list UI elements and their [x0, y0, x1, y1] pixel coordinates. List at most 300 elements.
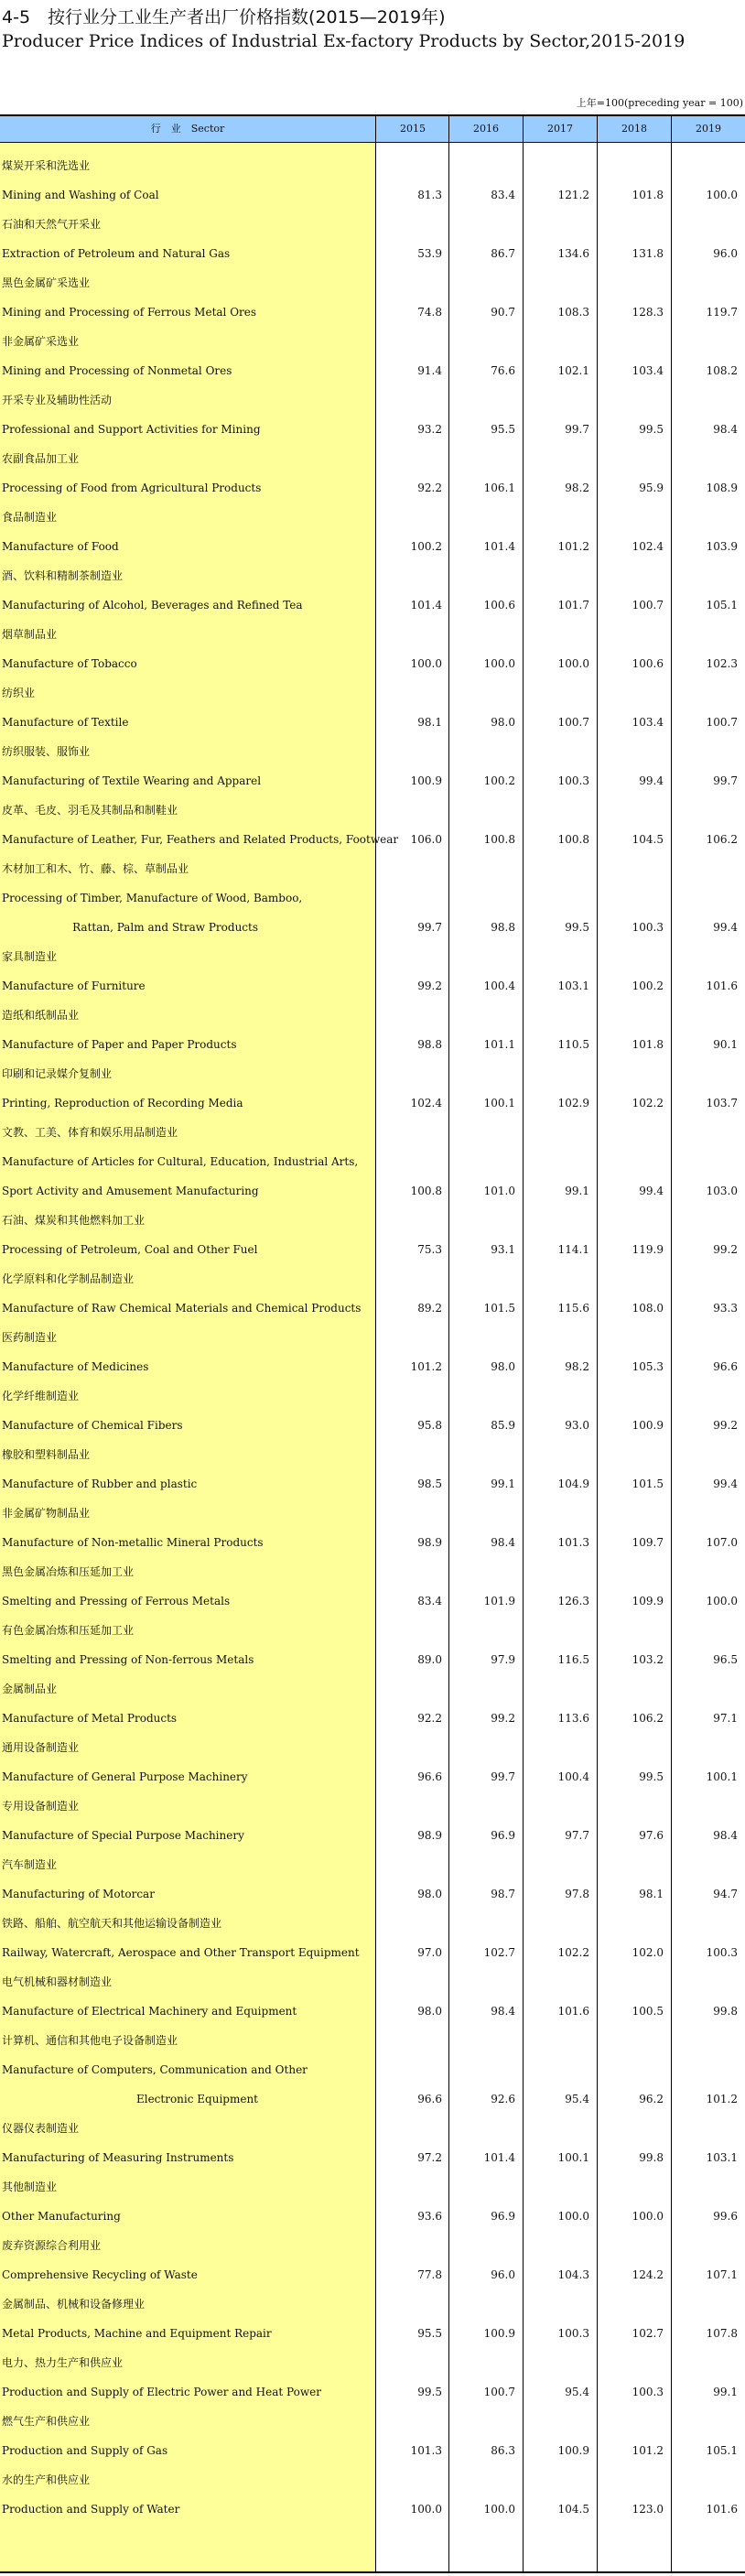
sector-name-en: Manufacture of Tobacco: [2, 657, 137, 670]
sector-name-cn: 汽车制造业: [2, 1858, 58, 1871]
table-row: [0, 1088, 745, 1118]
index-value-2015: 102.4: [410, 1097, 442, 1109]
index-value-2015: 97.2: [417, 2151, 442, 2164]
index-value-2015: 100.8: [410, 1185, 442, 1197]
sector-name-cn: 木材加工和木、竹、藤、棕、草制品业: [2, 862, 189, 875]
index-value-2018: 100.6: [632, 657, 664, 670]
index-value-2017: 134.6: [557, 247, 589, 260]
sector-name-cn: 农副食品加工业: [2, 452, 80, 465]
index-value-2017: 100.1: [557, 2151, 589, 2164]
index-value-2019: 100.3: [706, 1946, 738, 1959]
index-value-2015: 99.7: [417, 921, 442, 934]
index-value-2017: 100.3: [557, 774, 589, 787]
sector-name-cn: 其他制造业: [2, 2181, 58, 2193]
index-value-2015: 81.3: [417, 189, 442, 201]
sector-name-en: Manufacture of Electrical Machinery and Equipment: [2, 2005, 297, 2018]
table-row: [0, 239, 745, 268]
table-row: [0, 971, 745, 1001]
index-value-2017: 102.2: [557, 1946, 589, 1959]
index-value-2018: 99.5: [639, 423, 664, 436]
sector-name-cn: 铁路、船舶、航空航天和其他运输设备制造业: [2, 1917, 222, 1930]
sector-name-cn: 纺织业: [2, 687, 36, 699]
table-row: [0, 1645, 745, 1674]
table-row: [0, 1821, 745, 1850]
price-index-table: [0, 114, 745, 2573]
index-value-2017: 100.3: [557, 2327, 589, 2340]
header-year-2015: 2015: [400, 123, 426, 135]
unit-note: 上年=100(preceding year = 100): [576, 97, 743, 109]
index-value-2018: 100.3: [632, 2386, 664, 2398]
index-value-2015: 98.9: [417, 1829, 442, 1842]
sector-name-cn: 石油、煤炭和其他燃料加工业: [2, 1214, 146, 1227]
table-row: [0, 649, 745, 678]
table-row: [0, 1879, 745, 1909]
index-value-2016: 86.7: [491, 247, 515, 260]
table-row: [0, 766, 745, 796]
index-value-2018: 99.5: [639, 1770, 664, 1783]
table-row: [0, 2202, 745, 2231]
sector-name-cn: 纺织服装、服饰业: [2, 745, 91, 758]
sector-name-en: Manufacture of Paper and Paper Products: [2, 1038, 237, 1051]
sector-name-en: Manufacture of General Purpose Machinery: [2, 1770, 248, 1783]
index-value-2019: 106.2: [706, 833, 738, 846]
index-value-2017: 103.1: [557, 980, 589, 992]
sector-name-cn: 专用设备制造业: [2, 1800, 80, 1813]
sector-name-en: Extraction of Petroleum and Natural Gas: [2, 247, 231, 260]
index-value-2017: 97.7: [565, 1829, 589, 1842]
index-value-2019: 99.4: [713, 921, 738, 934]
sector-name-en: Processing of Timber, Manufacture of Wood, Bamboo,: [2, 892, 303, 904]
sector-name-cn: 金属制品业: [2, 1683, 58, 1695]
index-value-2017: 104.9: [557, 1477, 589, 1490]
sector-name-cn: 开采专业及辅助性活动: [2, 394, 113, 406]
index-value-2018: 100.2: [632, 980, 664, 992]
index-value-2016: 97.9: [491, 1653, 515, 1666]
table-row: [0, 1411, 745, 1440]
index-value-2016: 101.1: [483, 1038, 515, 1051]
index-value-2015: 100.0: [410, 657, 442, 670]
sector-name-cn: 造纸和纸制品业: [2, 1009, 80, 1022]
table-row: [0, 1762, 745, 1791]
index-value-2018: 104.5: [632, 833, 664, 846]
index-value-2015: 89.2: [417, 1302, 442, 1315]
index-value-2016: 98.4: [491, 1536, 515, 1549]
index-value-2018: 100.9: [632, 1419, 664, 1432]
sector-name-en: Manufacture of Articles for Cultural, Education, Industrial Arts,: [2, 1155, 359, 1168]
sector-name-en: Smelting and Pressing of Non-ferrous Metals: [2, 1653, 254, 1666]
index-value-2019: 107.0: [706, 1536, 738, 1549]
table-row: [0, 825, 745, 854]
index-value-2015: 77.8: [417, 2268, 442, 2281]
index-value-2019: 93.3: [713, 1302, 738, 1315]
index-value-2016: 98.7: [491, 1888, 515, 1900]
index-value-2017: 100.0: [557, 2210, 589, 2223]
index-value-2019: 108.9: [706, 482, 738, 494]
index-value-2016: 76.6: [491, 364, 515, 377]
sector-name-cn: 水的生产和供应业: [2, 2473, 91, 2486]
index-value-2019: 119.7: [706, 306, 738, 319]
index-value-2018: 102.4: [632, 540, 664, 553]
sector-name-en: Railway, Watercraft, Aerospace and Other Transport Equipment: [2, 1946, 360, 1959]
index-value-2017: 100.7: [557, 716, 589, 729]
table-row: [0, 473, 745, 503]
index-value-2017: 100.0: [557, 657, 589, 670]
table-row: [0, 1176, 745, 1206]
sector-name-en: Rattan, Palm and Straw Products: [72, 921, 258, 934]
index-value-2018: 131.8: [632, 247, 664, 260]
index-value-2019: 98.4: [713, 423, 738, 436]
index-value-2016: 101.4: [483, 2151, 515, 2164]
table-row: [0, 913, 745, 942]
index-value-2018: 101.5: [632, 1477, 664, 1490]
index-value-2016: 100.9: [483, 2327, 515, 2340]
index-value-2019: 105.1: [706, 2444, 738, 2457]
index-value-2018: 101.2: [632, 2444, 664, 2457]
table-row: [0, 2260, 745, 2289]
index-value-2018: 101.8: [632, 189, 664, 201]
index-value-2019: 90.1: [713, 1038, 738, 1051]
index-value-2019: 101.2: [706, 2093, 738, 2105]
index-value-2016: 100.7: [483, 2386, 515, 2398]
table-row: [0, 1469, 745, 1499]
index-value-2017: 99.7: [565, 423, 589, 436]
index-value-2018: 98.1: [639, 1888, 664, 1900]
table-row: [0, 708, 745, 737]
index-value-2016: 100.0: [483, 2503, 515, 2516]
index-value-2017: 99.1: [565, 1185, 589, 1197]
index-value-2017: 100.8: [557, 833, 589, 846]
table-row: [0, 1997, 745, 2026]
sector-name-en: Manufacture of Metal Products: [2, 1712, 178, 1725]
sector-name-cn: 燃气生产和供应业: [2, 2415, 91, 2428]
table-row: [0, 532, 745, 561]
sector-name-en: Manufacturing of Textile Wearing and Apparel: [2, 774, 262, 787]
index-value-2017: 102.9: [557, 1097, 589, 1109]
index-value-2016: 96.0: [491, 2268, 515, 2281]
page-title-en: Producer Price Indices of Industrial Ex-factory Products by Sector,2015-2019: [2, 31, 686, 51]
index-value-2016: 106.1: [483, 482, 515, 494]
index-value-2016: 98.4: [491, 2005, 515, 2018]
index-value-2018: 97.6: [639, 1829, 664, 1842]
index-value-2018: 99.4: [639, 774, 664, 787]
index-value-2015: 98.5: [417, 1477, 442, 1490]
sector-name-en: Printing, Reproduction of Recording Media: [2, 1097, 243, 1109]
index-value-2019: 100.0: [706, 189, 738, 201]
index-value-2016: 98.0: [491, 1360, 515, 1373]
table-row: [0, 1528, 745, 1557]
index-value-2017: 99.5: [565, 921, 589, 934]
index-value-2019: 103.9: [706, 540, 738, 553]
sector-name-cn: 计算机、通信和其他电子设备制造业: [2, 2034, 178, 2047]
sector-name-en: Production and Supply of Electric Power and Heat Power: [2, 2386, 321, 2398]
sector-name-en: Production and Supply of Gas: [2, 2444, 168, 2457]
sector-name-en: Manufacture of Medicines: [2, 1360, 149, 1373]
index-value-2015: 95.8: [417, 1419, 442, 1432]
header-year-2018: 2018: [621, 123, 647, 135]
table-row: [0, 2495, 745, 2524]
sector-name-cn: 电力、热力生产和供应业: [2, 2356, 124, 2369]
index-value-2015: 98.8: [417, 1038, 442, 1051]
index-value-2019: 107.1: [706, 2268, 738, 2281]
sector-name-cn: 黑色金属矿采选业: [2, 276, 91, 289]
index-value-2019: 100.1: [706, 1770, 738, 1783]
index-value-2015: 99.2: [417, 980, 442, 992]
index-value-2017: 98.2: [565, 1360, 589, 1373]
index-value-2018: 106.2: [632, 1712, 664, 1725]
index-value-2016: 96.9: [491, 2210, 515, 2223]
header-sector: 行 业 Sector: [150, 123, 225, 135]
index-value-2017: 98.2: [565, 482, 589, 494]
sector-name-en: Processing of Food from Agricultural Products: [2, 482, 262, 494]
index-value-2017: 115.6: [557, 1302, 589, 1315]
index-value-2018: 123.0: [632, 2503, 664, 2516]
sector-name-en: Comprehensive Recycling of Waste: [2, 2268, 198, 2281]
index-value-2016: 101.0: [483, 1185, 515, 1197]
index-value-2016: 100.6: [483, 599, 515, 612]
index-value-2017: 101.6: [557, 2005, 589, 2018]
table-row: [0, 2377, 745, 2407]
index-value-2015: 93.2: [417, 423, 442, 436]
index-value-2017: 100.9: [557, 2444, 589, 2457]
sector-name-cn: 有色金属冶炼和压延加工业: [2, 1624, 135, 1637]
sector-name-en: Sport Activity and Amusement Manufacturing: [2, 1185, 259, 1197]
index-value-2017: 97.8: [565, 1888, 589, 1900]
sector-name-en: Manufacture of Textile: [2, 716, 129, 729]
table-row: [0, 2084, 745, 2114]
sector-name-en: Manufacture of Raw Chemical Materials and Chemical Products: [2, 1302, 362, 1315]
index-value-2019: 98.4: [713, 1829, 738, 1842]
index-value-2016: 86.3: [491, 2444, 515, 2457]
index-value-2018: 102.2: [632, 1097, 664, 1109]
index-value-2016: 93.1: [491, 1243, 515, 1256]
sector-name-en: Mining and Washing of Coal: [2, 189, 159, 201]
sector-name-en: Manufacture of Rubber and plastic: [2, 1477, 198, 1490]
table-bottom-rule: [0, 2571, 745, 2573]
index-value-2015: 101.2: [410, 1360, 442, 1373]
sector-name-cn: 食品制造业: [2, 511, 58, 524]
index-value-2016: 100.0: [483, 657, 515, 670]
sector-name-en: Manufacture of Non-metallic Mineral Products: [2, 1536, 264, 1549]
index-value-2018: 109.9: [632, 1595, 664, 1607]
index-value-2017: 100.4: [557, 1770, 589, 1783]
index-value-2016: 83.4: [491, 189, 515, 201]
index-value-2015: 98.0: [417, 2005, 442, 2018]
sector-name-cn: 金属制品、机械和设备修理业: [2, 2298, 146, 2311]
index-value-2019: 101.6: [706, 980, 738, 992]
index-value-2017: 104.5: [557, 2503, 589, 2516]
index-value-2016: 100.8: [483, 833, 515, 846]
sector-name-en: Production and Supply of Water: [2, 2503, 180, 2516]
index-value-2018: 102.0: [632, 1946, 664, 1959]
index-value-2018: 124.2: [632, 2268, 664, 2281]
table-row: [0, 1235, 745, 1264]
index-value-2017: 113.6: [557, 1712, 589, 1725]
index-value-2018: 109.7: [632, 1536, 664, 1549]
index-value-2015: 98.9: [417, 1536, 442, 1549]
index-value-2018: 102.7: [632, 2327, 664, 2340]
index-value-2015: 99.5: [417, 2386, 442, 2398]
index-value-2016: 100.4: [483, 980, 515, 992]
table-row: [0, 1586, 745, 1616]
index-value-2019: 103.7: [706, 1097, 738, 1109]
sector-name-en: Processing of Petroleum, Coal and Other Fuel: [2, 1243, 258, 1256]
page-title-cn: 4-5 按行业分工业生产者出厂价格指数(2015—2019年): [2, 7, 446, 27]
index-value-2018: 100.7: [632, 599, 664, 612]
index-value-2016: 102.7: [483, 1946, 515, 1959]
index-value-2015: 53.9: [417, 247, 442, 260]
sector-name-en: Manufacture of Special Purpose Machinery: [2, 1829, 244, 1842]
index-value-2017: 114.1: [557, 1243, 589, 1256]
index-value-2016: 85.9: [491, 1419, 515, 1432]
table-row: [0, 1352, 745, 1381]
index-value-2017: 102.1: [557, 364, 589, 377]
index-value-2018: 100.0: [632, 2210, 664, 2223]
table-row: [0, 2319, 745, 2348]
index-value-2016: 100.2: [483, 774, 515, 787]
sector-name-en: Mining and Processing of Ferrous Metal Ores: [2, 306, 257, 319]
index-value-2019: 100.0: [706, 1595, 738, 1607]
sector-name-en: Manufacturing of Alcohol, Beverages and Refined Tea: [2, 599, 303, 612]
index-value-2018: 96.2: [639, 2093, 664, 2105]
index-value-2016: 90.7: [491, 306, 515, 319]
index-value-2016: 99.2: [491, 1712, 515, 1725]
index-value-2016: 101.9: [483, 1595, 515, 1607]
index-value-2016: 101.5: [483, 1302, 515, 1315]
sector-name-cn: 化学纤维制造业: [2, 1390, 80, 1402]
index-value-2019: 103.0: [706, 1185, 738, 1197]
index-value-2019: 100.7: [706, 716, 738, 729]
index-value-2019: 99.4: [713, 1477, 738, 1490]
index-value-2018: 103.2: [632, 1653, 664, 1666]
sector-name-cn: 化学原料和化学制品制造业: [2, 1272, 135, 1285]
index-value-2015: 101.4: [410, 599, 442, 612]
index-value-2017: 104.3: [557, 2268, 589, 2281]
sector-name-en: Manufacture of Computers, Communication and Other: [2, 2063, 308, 2076]
sector-name-en: Mining and Processing of Nonmetal Ores: [2, 364, 232, 377]
index-value-2015: 89.0: [417, 1653, 442, 1666]
index-value-2018: 95.9: [639, 482, 664, 494]
sector-name-en: Electronic Equipment: [135, 2093, 258, 2105]
index-value-2017: 101.3: [557, 1536, 589, 1549]
index-value-2015: 97.0: [417, 1946, 442, 1959]
sector-name-cn: 废弃资源综合利用业: [2, 2239, 102, 2252]
sector-name-cn: 文教、工美、体育和娱乐用品制造业: [2, 1126, 178, 1139]
index-value-2019: 108.2: [706, 364, 738, 377]
index-value-2018: 99.8: [639, 2151, 664, 2164]
index-value-2017: 95.4: [565, 2386, 589, 2398]
index-value-2019: 105.1: [706, 599, 738, 612]
table-row: [0, 2143, 745, 2172]
sector-name-cn: 非金属矿物制品业: [2, 1507, 91, 1520]
index-value-2016: 96.9: [491, 1829, 515, 1842]
index-value-2019: 96.6: [713, 1360, 738, 1373]
index-value-2018: 128.3: [632, 306, 664, 319]
index-value-2015: 101.3: [410, 2444, 442, 2457]
table-row: [0, 415, 745, 444]
index-value-2019: 107.8: [706, 2327, 738, 2340]
index-value-2019: 101.6: [706, 2503, 738, 2516]
table-row: [0, 2436, 745, 2465]
index-value-2016: 99.7: [491, 1770, 515, 1783]
index-value-2015: 100.9: [410, 774, 442, 787]
table-row: [0, 298, 745, 327]
index-value-2018: 101.8: [632, 1038, 664, 1051]
index-value-2019: 99.2: [713, 1419, 738, 1432]
sector-name-cn: 石油和天然气开采业: [2, 218, 102, 231]
index-value-2018: 103.4: [632, 716, 664, 729]
sector-name-cn: 家具制造业: [2, 950, 58, 963]
sector-name-cn: 仪器仪表制造业: [2, 2122, 80, 2135]
index-value-2015: 93.6: [417, 2210, 442, 2223]
table-header-rule: [0, 142, 745, 143]
sector-name-cn: 非金属矿采选业: [2, 335, 80, 348]
index-value-2017: 116.5: [557, 1653, 589, 1666]
index-value-2017: 126.3: [557, 1595, 589, 1607]
index-value-2019: 103.1: [706, 2151, 738, 2164]
index-value-2016: 98.0: [491, 716, 515, 729]
header-year-2016: 2016: [473, 123, 499, 135]
index-value-2017: 93.0: [565, 1419, 589, 1432]
sector-name-en: Manufacture of Chemical Fibers: [2, 1419, 183, 1432]
index-value-2017: 110.5: [557, 1038, 589, 1051]
sector-name-cn: 煤炭开采和洗选业: [2, 159, 91, 172]
index-value-2019: 99.7: [713, 774, 738, 787]
index-value-2016: 100.1: [483, 1097, 515, 1109]
index-value-2015: 95.5: [417, 2327, 442, 2340]
index-value-2018: 99.4: [639, 1185, 664, 1197]
index-value-2019: 96.5: [713, 1653, 738, 1666]
index-value-2015: 83.4: [417, 1595, 442, 1607]
index-value-2019: 99.2: [713, 1243, 738, 1256]
sector-name-en: Manufacture of Leather, Fur, Feathers and Related Products, Footwear: [2, 833, 399, 846]
sector-name-cn: 电气机械和器材制造业: [2, 1975, 113, 1988]
index-value-2018: 108.0: [632, 1302, 664, 1315]
sector-name-en: Professional and Support Activities for Mining: [2, 423, 261, 436]
header-year-2017: 2017: [547, 123, 573, 135]
table-row: [0, 180, 745, 210]
index-value-2017: 108.3: [557, 306, 589, 319]
sector-name-cn: 酒、饮料和精制茶制造业: [2, 569, 124, 582]
table-row: [0, 1293, 745, 1323]
index-value-2018: 103.4: [632, 364, 664, 377]
index-value-2018: 119.9: [632, 1243, 664, 1256]
sector-name-cn: 印刷和记录媒介复制业: [2, 1067, 113, 1080]
index-value-2016: 98.8: [491, 921, 515, 934]
sector-name-en: Metal Products, Machine and Equipment Repair: [2, 2327, 272, 2340]
index-value-2018: 100.3: [632, 921, 664, 934]
index-value-2019: 97.1: [713, 1712, 738, 1725]
index-value-2017: 101.7: [557, 599, 589, 612]
index-value-2019: 94.7: [713, 1888, 738, 1900]
index-value-2015: 100.0: [410, 2503, 442, 2516]
sector-name-cn: 通用设备制造业: [2, 1741, 80, 1754]
index-value-2018: 100.5: [632, 2005, 664, 2018]
index-value-2019: 99.8: [713, 2005, 738, 2018]
table-row: [0, 356, 745, 385]
index-value-2017: 121.2: [557, 189, 589, 201]
index-value-2019: 99.6: [713, 2210, 738, 2223]
index-value-2017: 95.4: [565, 2093, 589, 2105]
header-year-2019: 2019: [696, 123, 721, 135]
table-row: [0, 1704, 745, 1733]
sector-name-en: Manufacturing of Measuring Instruments: [2, 2151, 234, 2164]
sector-name-cn: 皮革、毛皮、羽毛及其制品和制鞋业: [2, 804, 178, 817]
index-value-2019: 96.0: [713, 247, 738, 260]
sector-name-cn: 橡胶和塑料制品业: [2, 1448, 91, 1461]
index-value-2016: 92.6: [491, 2093, 515, 2105]
table-row: [0, 590, 745, 620]
index-value-2018: 105.3: [632, 1360, 664, 1373]
